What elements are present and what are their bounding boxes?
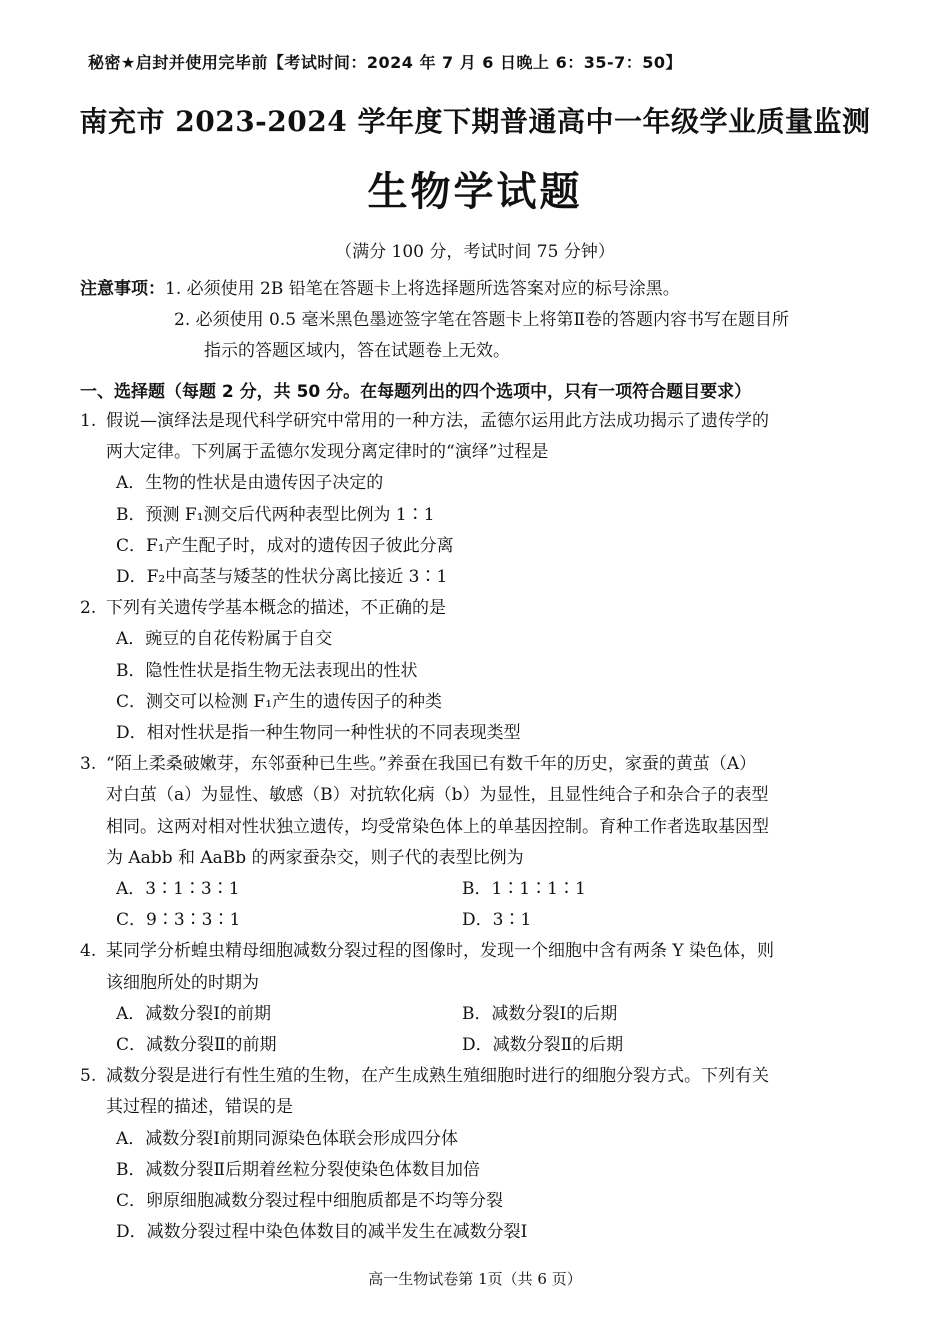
option-a: A．减数分裂Ⅰ前期同源染色体联会形成四分体 bbox=[116, 1128, 458, 1149]
question-stem-cont: 两大定律。下列属于孟德尔发现分离定律时的“演绎”过程是 bbox=[106, 442, 549, 463]
option-d: D．相对性状是指一种生物同一种性状的不同表现类型 bbox=[116, 723, 521, 744]
option-a: A．生物的性状是由遗传因子决定的 bbox=[116, 473, 384, 494]
options-row bbox=[80, 874, 880, 905]
question-number: 3. bbox=[80, 754, 97, 775]
subject-title: 生物学试题 bbox=[367, 169, 583, 215]
option-b: B．减数分裂Ⅱ后期着丝粒分裂使染色体数目加倍 bbox=[116, 1159, 481, 1180]
question-4 bbox=[80, 936, 880, 967]
confidential-line: 秘密★启封并使用完毕前【考试时间：2024 年 7 月 6 日晚上 6：35-7：50】 bbox=[88, 53, 683, 72]
option-c: C．测交可以检测 F₁产生的遗传因子的种类 bbox=[116, 691, 443, 712]
question-stem: 假说—演绎法是现代科学研究中常用的一种方法，孟德尔运用此方法成功揭示了遗传学的 bbox=[106, 411, 769, 431]
notes-item-1: 1. 必须使用 2B 铅笔在答题卡上将选择题所选答案对应的标号涂黑。 bbox=[165, 279, 680, 299]
notes-line-1 bbox=[80, 274, 880, 305]
option-a: A．减数分裂Ⅰ的前期 bbox=[116, 1003, 271, 1024]
question-number: 1. bbox=[80, 411, 97, 431]
options-row bbox=[80, 1030, 880, 1061]
question-stem: “陌上柔桑破嫩芽，东邻蚕种已生些。”养蚕在我国已有数千年的历史，家蚕的黄茧（A） bbox=[106, 754, 757, 775]
page-footer: 高一生物试卷第 1页（共 6 页） bbox=[368, 1270, 582, 1288]
question-stem-cont: 对白茧（a）为显性、敏感（B）对抗软化病（b）为显性，且显性纯合子和杂合子的表型 bbox=[106, 785, 769, 806]
question-number: 4. bbox=[80, 941, 97, 962]
section-heading: 一、选择题（每题 2 分，共 50 分。在每题列出的四个选项中，只有一项符合题目要求） bbox=[80, 382, 752, 402]
notes-item-2-cont: 指示的答题区域内，答在试题卷上无效。 bbox=[204, 341, 510, 361]
notes-item-2: 2. 必须使用 0.5 毫米黑色墨迹签字笔在答题卡上将第Ⅱ卷的答题内容书写在题目所 bbox=[174, 310, 790, 330]
question-list bbox=[80, 406, 880, 1248]
notes-label: 注意事项： bbox=[80, 279, 165, 299]
question-1 bbox=[80, 406, 880, 437]
question-3 bbox=[80, 749, 880, 780]
question-2 bbox=[80, 593, 880, 624]
options-row bbox=[80, 999, 880, 1030]
option-a: A．3∶1∶3∶1 bbox=[116, 879, 240, 900]
question-number: 2. bbox=[80, 598, 97, 619]
option-a: A．豌豆的自花传粉属于自交 bbox=[116, 629, 333, 650]
option-c: C．F₁产生配子时，成对的遗传因子彼此分离 bbox=[116, 535, 454, 556]
question-number: 5. bbox=[80, 1066, 97, 1087]
option-d: D．F₂中高茎与矮茎的性状分离比接近 3∶1 bbox=[116, 567, 448, 588]
option-b: B．预测 F₁测交后代两种表型比例为 1∶1 bbox=[116, 504, 435, 525]
option-d: D．减数分裂过程中染色体数目的减半发生在减数分裂Ⅰ bbox=[116, 1222, 528, 1243]
option-d: D．减数分裂Ⅱ的后期 bbox=[462, 1035, 624, 1056]
question-5 bbox=[80, 1061, 880, 1092]
question-stem-cont: 其过程的描述，错误的是 bbox=[106, 1097, 293, 1118]
question-stem-cont: 该细胞所处的时期为 bbox=[106, 972, 259, 993]
question-stem: 下列有关遗传学基本概念的描述，不正确的是 bbox=[106, 598, 446, 619]
option-b: B．减数分裂Ⅰ的后期 bbox=[462, 1003, 618, 1024]
options-row bbox=[80, 905, 880, 936]
exam-title: 南充市 2023-2024 学年度下期普通高中一年级学业质量监测 bbox=[79, 105, 871, 138]
option-b: B．隐性性状是指生物无法表现出的性状 bbox=[116, 660, 418, 681]
question-stem: 某同学分析蝗虫精母细胞减数分裂过程的图像时，发现一个细胞中含有两条 Y 染色体，则 bbox=[106, 941, 775, 962]
notes-block bbox=[80, 274, 880, 367]
question-stem-cont: 为 Aabb 和 AaBb 的两家蚕杂交，则子代的表型比例为 bbox=[106, 847, 524, 868]
question-stem: 减数分裂是进行有性生殖的生物，在产生成熟生殖细胞时进行的细胞分裂方式。下列有关 bbox=[106, 1066, 769, 1087]
option-c: C．卵原细胞减数分裂过程中细胞质都是不均等分裂 bbox=[116, 1191, 504, 1212]
option-b: B．1∶1∶1∶1 bbox=[462, 879, 586, 900]
question-stem-cont: 相同。这两对相对性状独立遗传，均受常染色体上的单基因控制。育种工作者选取基因型 bbox=[106, 816, 769, 837]
option-c: C．9∶3∶3∶1 bbox=[116, 910, 241, 931]
option-d: D．3∶1 bbox=[462, 910, 532, 931]
option-c: C．减数分裂Ⅱ的前期 bbox=[116, 1035, 277, 1056]
score-time-line: （满分 100 分，考试时间 75 分钟） bbox=[335, 242, 615, 262]
